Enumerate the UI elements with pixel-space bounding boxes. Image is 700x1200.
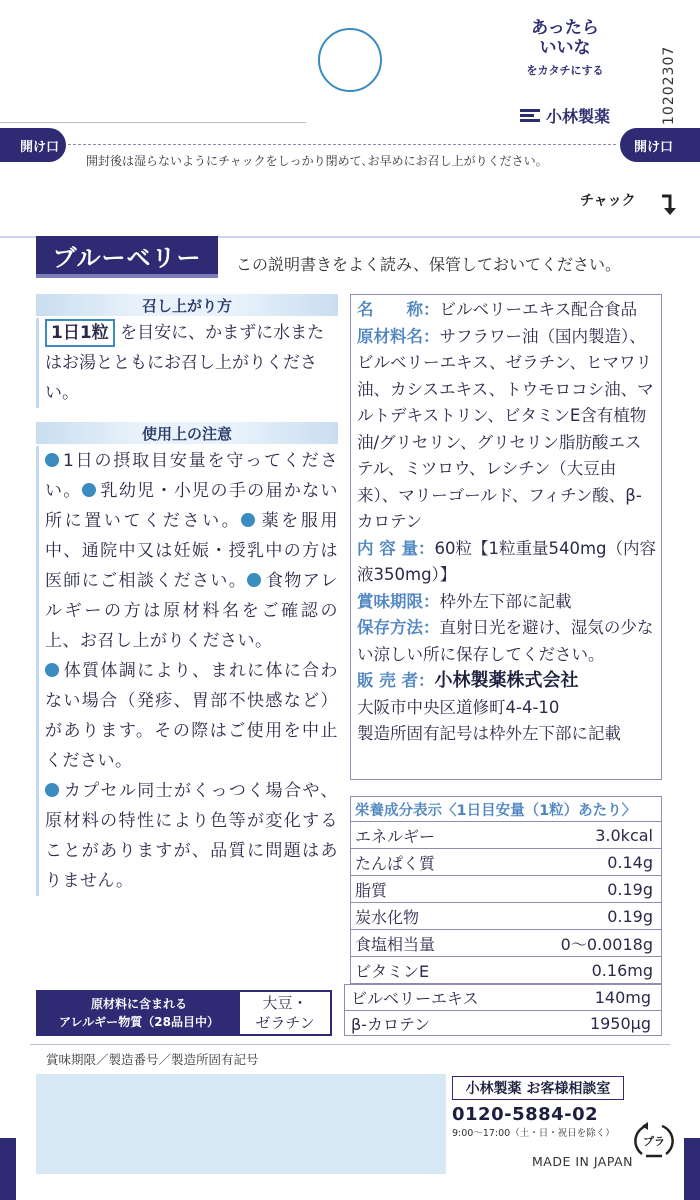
usage-body [36,318,338,408]
allergen-label [38,992,240,1034]
storage-label: 保存方法： [357,618,440,637]
seller-label: 販 売 者： [357,671,435,690]
contact-phone[interactable]: 0120-5884-02 [452,1104,599,1125]
info-expiry [357,589,657,616]
side-bar-left [0,1138,16,1200]
usage-heading: 召し上がり方 [36,294,338,316]
content-value: 60粒【1粒重量540mg（内容液350mg）】 [357,538,657,584]
brand-logo [500,104,630,127]
slogan-line-3: をカタチにする [526,64,604,77]
print-area [36,1074,446,1174]
slogan-line-1: あったら [531,18,599,38]
nutrition-row [350,930,662,957]
open-tab-left[interactable]: 開け口 [0,128,66,162]
recycle-mark-text: プラ [643,1135,665,1148]
name-value: ビルベリーエキス配合食品 [439,300,638,319]
lot-number: 10202307 [661,45,677,125]
caution-item: 1日の摂取目安量を守ってください。 [45,451,338,501]
contact-heading: 小林製薬 お客様相談室 [452,1076,624,1100]
nutrient-value: 3.0kcal [595,825,653,845]
info-seller [357,668,657,695]
extra-row [345,1010,661,1035]
caution-item: カプセル同士がくっつく場合や、原材料の特性により色等が変化することがありますが、品質に問題はありません。 [45,781,338,891]
ingredients-value: サフラワー油（国内製造）、ビルベリーエキス、ゼラチン、ヒマワリ油、カシスエキス、トウモロコシ油、マルトデキストリン、ビタミンE含有植物油/グリセリン、グリセリン脂肪酸エステル、ミツロウ、レシチン（大豆由来）、マリーゴールド、フィチン酸、β-カロテン [357,326,654,531]
usage-text: を目安に、かまずに水またはお湯とともにお召し上がりください。 [45,323,325,403]
nutrient-value: 0.14g [607,852,653,872]
lot-caption: 賞味期限／製造番号／製造所固有記号 [46,1052,259,1067]
nutrition-row [350,876,662,903]
info-content [357,536,657,589]
allergen-label-line2: アレルギー物質（28品目中） [59,1015,219,1029]
dose-badge: 1日1粒 [45,319,115,347]
bullet-icon [45,663,59,677]
info-name [357,297,657,324]
allergen-label-line1: 原材料に含まれる [90,997,187,1011]
extra-value: 140mg [594,988,651,1007]
bullet-icon [82,483,96,497]
extra-ingredients-table [344,984,662,1036]
nutrient-name: 食塩相当量 [355,934,436,954]
made-in-label: MADE IN JAPAN [532,1154,634,1169]
extra-value: 1950μg [589,1013,651,1033]
nutrient-name: たんぱく質 [355,853,436,873]
allergen-value [240,992,330,1034]
intro-text: この説明書きをよく読み、保管しておいてください。 [236,255,621,274]
tear-line[interactable] [68,144,616,145]
brand-mark-icon [520,108,540,124]
seller-address: 大阪市中央区道修町4-4-10 [357,697,560,717]
allergen-value-line1: 大豆・ [262,994,308,1012]
product-info-box [350,294,662,780]
arrow-down-icon [658,193,678,217]
nutrition-table [350,796,662,984]
info-storage [357,615,657,668]
caution-item: 薬を服用中、通院中又は妊娠・授乳中の方は医師にご相談ください。 [45,511,339,591]
caution-item: 乳幼児・小児の手の届かない所に置いてください。 [45,481,339,531]
left-column [36,294,338,896]
name-label: 名 称： [357,300,440,319]
bullet-icon [241,513,255,527]
caution-item: 食物アレルギーの方は原材料名をご確認の上、お召し上がりください。 [45,571,339,651]
brand-name: 小林製薬 [545,107,610,126]
extra-row [345,985,661,1010]
side-bar-right [684,1138,700,1200]
info-ingredients [357,324,657,536]
zipper-label: チャック [580,193,636,209]
product-title: ブルーベリー [36,236,218,278]
caution-body [36,446,338,896]
open-note: 開封後は湿らないようにチャックをしっかり閉めて､お早めにお召し上がりください｡ [86,154,542,168]
open-tab-right[interactable]: 開け口 [620,128,700,162]
nutrition-row [350,822,662,849]
bullet-icon [45,783,59,797]
contact-hours: 9:00〜17:00（土・日・祝日を除く） [452,1128,615,1139]
divider [0,122,306,123]
caution-heading: 使用上の注意 [36,422,338,444]
divider [30,1044,670,1045]
brand-slogan [500,18,630,78]
caution-item: 体質体調により、まれに体に合わない場合（発疹、胃部不快感など）があります。その際はご使用を中止ください。 [45,661,338,771]
customer-contact [452,1076,624,1139]
nutrient-name: ビタミンE [355,961,430,981]
plastic-recycle-icon [632,1118,676,1162]
nutrient-name: 炭水化物 [355,907,420,927]
content-label: 内 容 量： [357,538,435,558]
ingredients-label: 原材料名： [357,326,440,346]
nutrition-row [350,903,662,930]
expiry-value: 枠外左下部に記載 [439,591,572,611]
nutrient-value: 0.19g [607,879,653,899]
nutrient-name: エネルギー [355,826,436,846]
storage-value: 直射日光を避け、湿気の少ない涼しい所に保存してください。 [357,618,654,664]
extra-name: ビルベリーエキス [351,989,479,1008]
hang-hole-circle [318,28,382,92]
allergen-box [36,990,332,1036]
bullet-icon [45,453,59,467]
nutrition-heading: 栄養成分表示〈1日目安量（1粒）あたり〉 [350,796,662,822]
nutrient-name: 脂質 [355,880,388,900]
nutrient-value: 0.19g [607,906,653,926]
nutrition-row [350,957,662,984]
bullet-icon [247,573,261,587]
nutrient-value: 0〜0.0018g [560,934,653,954]
nutrition-row [350,849,662,876]
nutrient-value: 0.16mg [591,960,653,980]
slogan-line-2: いいな [539,38,591,58]
seller-name: 小林製薬株式会社 [434,670,579,691]
maker-note: 製造所固有記号は枠外左下部に記載 [357,724,621,743]
allergen-value-line2: ゼラチン [255,1014,315,1032]
extra-name: β-カロテン [351,1014,431,1034]
expiry-label: 賞味期限： [357,591,440,611]
